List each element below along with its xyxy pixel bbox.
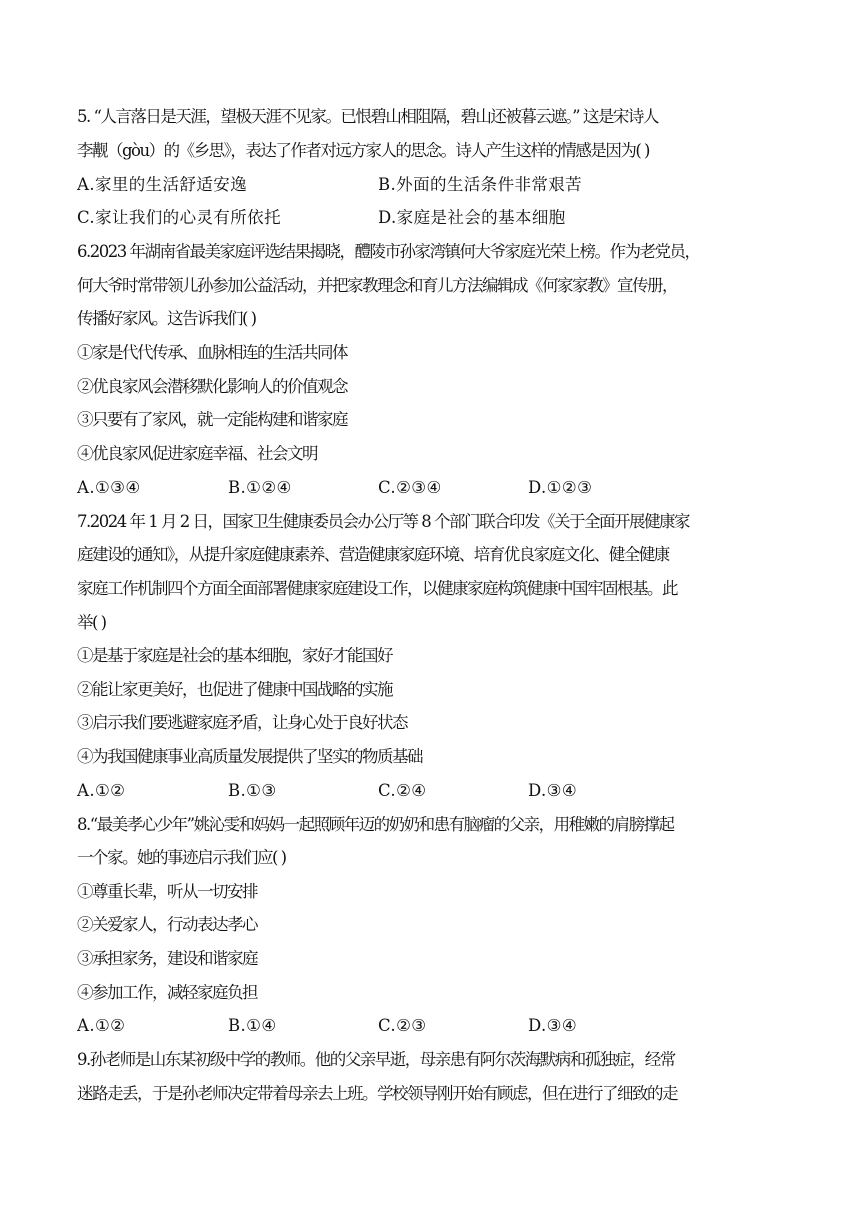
question-stem-line: 6.2023 年湖南省最美家庭评选结果揭晓，醴陵市孙家湾镇何大爷家庭光荣上榜。作为老党员，: [77, 242, 700, 261]
option-b[interactable]: B.①④: [228, 1016, 277, 1035]
question-stem-line: 一个家。她的事迹启示我们应( ): [77, 848, 286, 867]
statement-3: ③只要有了家风，就一定能构建和谐家庭: [77, 410, 347, 429]
option-d[interactable]: D.③④: [528, 781, 578, 800]
statement-1: ①是基于家庭是社会的基本细胞，家好才能国好: [77, 646, 392, 665]
question-stem-line: 7.2024 年 1 月 2 日，国家卫生健康委员会办公厅等 8 个部门联合印发《关于全面开展健康家: [77, 512, 689, 531]
option-a[interactable]: A.①②: [77, 781, 126, 800]
question-stem-line: 家庭工作机制四个方面全面部署健康家庭建设工作，以健康家庭构筑健康中国牢固根基。此: [77, 579, 677, 598]
option-c[interactable]: C.②④: [378, 781, 427, 800]
question-stem-line: 9.孙老师是山东某初级中学的教师。他的父亲早逝，母亲患有阿尔茨海默病和孤独症，经常: [77, 1050, 675, 1069]
option-d[interactable]: D.③④: [528, 1016, 578, 1035]
option-c[interactable]: C.家让我们的心灵有所依托: [77, 208, 281, 227]
statement-4: ④参加工作，减轻家庭负担: [77, 983, 257, 1002]
question-stem-line: 8.“最美孝心少年”姚沁雯和妈妈一起照顾年迈的奶奶和患有脑瘤的父亲，用稚嫩的肩膀撑起: [77, 815, 674, 834]
option-b[interactable]: B.①②④: [228, 478, 292, 497]
statement-3: ③承担家务，建设和谐家庭: [77, 949, 257, 968]
statement-1: ①家是代代传承、血脉相连的生活共同体: [77, 343, 347, 362]
statement-4: ④优良家风促进家庭幸福、社会文明: [77, 444, 317, 463]
option-c[interactable]: C.②③: [378, 1016, 427, 1035]
option-c[interactable]: C.②③④: [378, 478, 442, 497]
option-a[interactable]: A.①②: [77, 1016, 126, 1035]
question-stem-line: 庭建设的通知》，从提升家庭健康素养、营造健康家庭环境、培育优良家庭文化、健全健康: [77, 545, 669, 564]
statement-2: ②优良家风会潜移默化影响人的价值观念: [77, 377, 347, 396]
question-stem-line: 5. “人言落日是天涯，望极天涯不见家。已恨碧山相阻隔，碧山还被暮云遮。” 这是宋诗人: [77, 107, 658, 126]
question-stem-line: 举( ): [77, 613, 106, 632]
statement-1: ①尊重长辈，听从一切安排: [77, 882, 257, 901]
question-stem-line: 传播好家风。这告诉我们( ): [77, 309, 256, 328]
option-b[interactable]: B.外面的生活条件非常艰苦: [378, 175, 583, 194]
option-d[interactable]: D.家庭是社会的基本细胞: [378, 208, 566, 227]
option-a[interactable]: A.家里的生活舒适安逸: [77, 175, 248, 194]
option-d[interactable]: D.①②③: [528, 478, 593, 497]
option-a[interactable]: A.①③④: [77, 478, 141, 497]
statement-2: ②关爱家人，行动表达孝心: [77, 915, 257, 934]
statement-4: ④为我国健康事业高质量发展提供了坚实的物质基础: [77, 747, 422, 766]
statement-3: ③启示我们要逃避家庭矛盾，让身心处于良好状态: [77, 713, 407, 732]
question-stem-line: 迷路走丢，于是孙老师决定带着母亲去上班。学校领导刚开始有顾虑，但在进行了细致的走: [77, 1084, 677, 1103]
question-stem-line: 何大爷时常带领儿孙参加公益活动，并把家教理念和育儿方法编辑成《何家家教》宣传册，: [77, 276, 677, 295]
option-b[interactable]: B.①③: [228, 781, 277, 800]
question-stem-line: 李觏（gòu）的《乡思》，表达了作者对远方家人的思念。诗人产生这样的情感是因为( ): [77, 141, 649, 160]
statement-2: ②能让家更美好，也促进了健康中国战略的实施: [77, 680, 392, 699]
